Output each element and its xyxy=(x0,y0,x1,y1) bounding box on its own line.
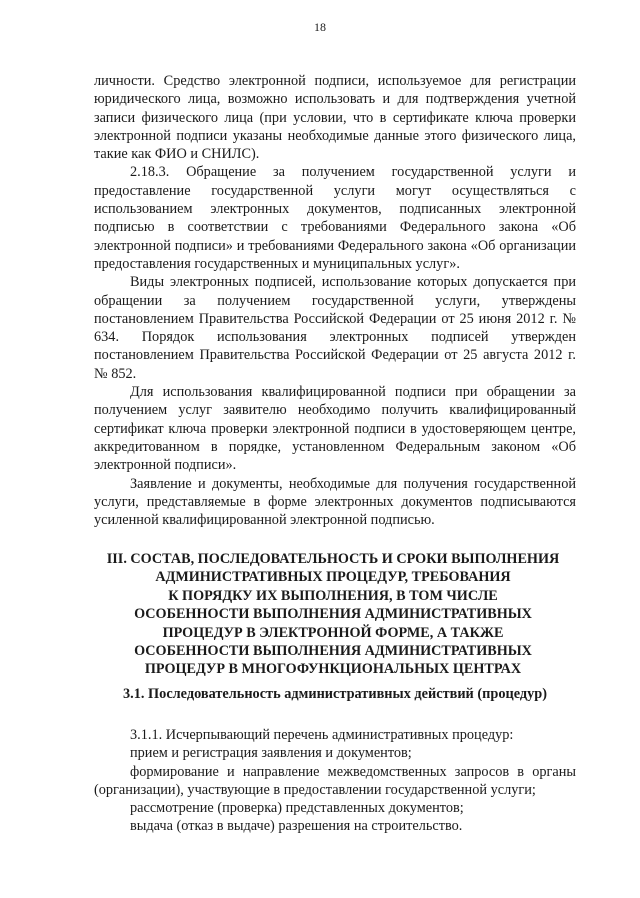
paragraph-electronic-documents: Заявление и документы, необходимые для получения государственной услуги, представляемые в форме электронных документов подписываются усиленной квалифицированной электронной подписью. xyxy=(94,475,576,529)
list-item: 3.1.1. Исчерпывающий перечень административных процедур: xyxy=(130,727,514,743)
section-heading xyxy=(78,550,588,679)
list-item: формирование и направление межведомственных запросов в органы (организации), участвующие в предоставлении государственной услуги; xyxy=(94,763,576,798)
heading-line: ОСОБЕННОСТИ ВЫПОЛНЕНИЯ АДМИНИСТРАТИВНЫХ xyxy=(134,606,532,623)
page-number: 18 xyxy=(314,20,326,34)
heading-line: ОСОБЕННОСТИ ВЫПОЛНЕНИЯ АДМИНИСТРАТИВНЫХ xyxy=(134,643,532,660)
heading-line: III. СОСТАВ, ПОСЛЕДОВАТЕЛЬНОСТЬ И СРОКИ ВЫПОЛНЕНИЯ xyxy=(106,551,560,567)
heading-line: АДМИНИСТРАТИВНЫХ ПРОЦЕДУР, ТРЕБОВАНИЯ xyxy=(155,569,511,586)
heading-line: К ПОРЯДКУ ИХ ВЫПОЛНЕНИЯ, В ТОМ ЧИСЛЕ xyxy=(168,587,498,604)
procedure-list xyxy=(94,726,576,836)
list-item: выдача (отказ в выдаче) разрешения на строительство. xyxy=(130,818,463,835)
paragraph-signature-types: Виды электронных подписей, использование которых допускается при обращении за получением государственной услуги, утверждены постановлением Правительства Российской Федерации от 25 июня 2012 г. № 634. Порядок использования электронных подписей утвержден постановлением Правительства Российской Федерации от 25 августа 2012 г. № 852. xyxy=(94,274,576,382)
paragraph-qualified-signature: Для использования квалифицированной подписи при обращении за получением услуг заявителю необходимо получить квалифицированный сертификат ключа проверки электронной подписи в удостоверяющем центре, аккредитованном в порядке, установленном Федеральным законом «Об электронной подписи». xyxy=(94,384,576,474)
body-text xyxy=(94,72,576,529)
list-item: прием и регистрация заявления и документов; xyxy=(130,745,412,762)
paragraph-continuation: личности. Средство электронной подписи, используемое для регистрации юридического лица, возможно использовать и для подтверждения учетной записи физического лица (при условии, что в сертификате ключа проверки электронной подписи указаны необходимые данные этого физического лица, такие как ФИО и СНИЛС). xyxy=(94,73,576,163)
heading-line: ПРОЦЕДУР В ЭЛЕКТРОННОЙ ФОРМЕ, А ТАКЖЕ xyxy=(162,624,504,641)
subsection-heading: 3.1. Последовательность административных действий (процедур) xyxy=(123,686,547,702)
paragraph-2-18-3: 2.18.3. Обращение за получением государственной услуги и предоставление государственной услуги могут осуществляться с использованием электронных документов, подписанных электронной подписью в соответствии с требованиями Федерального закона «Об электронной подписи» и требованиями Федерального закона «Об организации предоставления государственных и муниципальных услуг». xyxy=(94,164,576,272)
heading-line: ПРОЦЕДУР В МНОГОФУНКЦИОНАЛЬНЫХ ЦЕНТРАХ xyxy=(144,661,522,678)
list-item: рассмотрение (проверка) представленных документов; xyxy=(130,800,464,817)
